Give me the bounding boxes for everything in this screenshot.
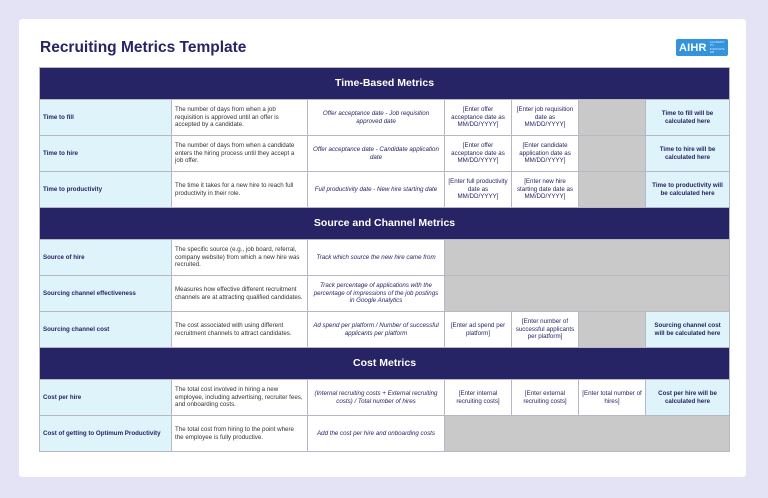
empty-cell: [579, 172, 646, 208]
table-row: [40, 312, 730, 348]
empty-cell: [445, 240, 730, 276]
aihr-logo: [676, 39, 728, 56]
metric-description: The cost associated with using different recruitment channels to attract candidates.: [172, 312, 308, 348]
section-header-row: [40, 348, 730, 380]
metric-formula: Track percentage of applications with the percentage of impressions of the job postings in Google Analytics: [308, 276, 445, 312]
section-heading: Time-Based Metrics: [40, 68, 730, 100]
input-cell[interactable]: [Enter ad spend per platform]: [445, 312, 512, 348]
input-cell[interactable]: [Enter job requisition date as MM/DD/YYYY]: [512, 100, 579, 136]
metric-name: Source of hire: [40, 240, 172, 276]
metric-description: The number of days from when a candidate enters the hiring process until they accept a job offer.: [172, 136, 308, 172]
metric-description: The total cost from hiring to the point where the employee is fully productive.: [172, 416, 308, 452]
input-cell[interactable]: [Enter offer acceptance date as MM/DD/YYYY]: [445, 100, 512, 136]
metric-description: Measures how effective different recruitment channels are at attracting qualified candidates.: [172, 276, 308, 312]
logo-mark: AIHR: [679, 41, 707, 54]
logo-tagline: ACADEMY TO INNOVATE HR: [709, 39, 725, 54]
metric-description: The time it takes for a new hire to reach full productivity in their role.: [172, 172, 308, 208]
empty-cell: [445, 276, 730, 312]
metric-name: Sourcing channel effectiveness: [40, 276, 172, 312]
metric-name: Cost per hire: [40, 380, 172, 416]
section-heading: Source and Channel Metrics: [40, 208, 730, 240]
metric-formula: (Internal recruiting costs + External recruiting costs) / Total number of hires: [308, 380, 445, 416]
metric-formula: Offer acceptance date - Job requisition approved date: [308, 100, 445, 136]
empty-cell: [579, 100, 646, 136]
section-heading: Cost Metrics: [40, 348, 730, 380]
input-cell[interactable]: [Enter candidate application date as MM/DD/YYYY]: [512, 136, 579, 172]
metric-description: The total cost involved in hiring a new employee, including advertising, recruiter fees, and onboarding costs.: [172, 380, 308, 416]
result-cell: Cost per hire will be calculated here: [646, 380, 730, 416]
table-row: [40, 100, 730, 136]
metric-name: Time to fill: [40, 100, 172, 136]
metric-name: Time to hire: [40, 136, 172, 172]
result-cell: Sourcing channel cost will be calculated here: [646, 312, 730, 348]
empty-cell: [445, 416, 730, 452]
metric-description: The specific source (e.g., job board, referral, company website) from which a new hire was recruited.: [172, 240, 308, 276]
empty-cell: [579, 136, 646, 172]
table-row: [40, 240, 730, 276]
table-row: [40, 172, 730, 208]
metric-formula: Track which source the new hire came from: [308, 240, 445, 276]
table-row: [40, 136, 730, 172]
table-row: [40, 276, 730, 312]
metrics-table: [39, 67, 730, 452]
metric-formula: Ad spend per platform / Number of successful applicants per platform: [308, 312, 445, 348]
metric-name: Time to productivity: [40, 172, 172, 208]
metric-name: Cost of getting to Optimum Productivity: [40, 416, 172, 452]
metric-formula: Add the cost per hire and onboarding costs: [308, 416, 445, 452]
section-header-row: [40, 208, 730, 240]
page-title: Recruiting Metrics Template: [40, 39, 247, 56]
result-cell: Time to fill will be calculated here: [646, 100, 730, 136]
result-cell: Time to productivity will be calculated here: [646, 172, 730, 208]
input-cell[interactable]: [Enter offer acceptance date as MM/DD/YYYY]: [445, 136, 512, 172]
section-header-row: [40, 68, 730, 100]
table-row: [40, 380, 730, 416]
table-row: [40, 416, 730, 452]
metric-formula: Full productivity date - New hire starting date: [308, 172, 445, 208]
input-cell[interactable]: [Enter full productivity date as MM/DD/YYYY]: [445, 172, 512, 208]
metric-formula: Offer acceptance date - Candidate application date: [308, 136, 445, 172]
metric-description: The number of days from when a job requisition is approved until an offer is accepted by a candidate.: [172, 100, 308, 136]
input-cell[interactable]: [Enter new hire starting date date as MM/DD/YYYY]: [512, 172, 579, 208]
input-cell[interactable]: [Enter number of successful applicants per platform]: [512, 312, 579, 348]
input-cell[interactable]: [Enter external recruiting costs]: [512, 380, 579, 416]
input-cell[interactable]: [Enter internal recruiting costs]: [445, 380, 512, 416]
template-card: [19, 19, 746, 477]
empty-cell: [579, 312, 646, 348]
result-cell: Time to hire will be calculated here: [646, 136, 730, 172]
metric-name: Sourcing channel cost: [40, 312, 172, 348]
input-cell[interactable]: [Enter total number of hires]: [579, 380, 646, 416]
